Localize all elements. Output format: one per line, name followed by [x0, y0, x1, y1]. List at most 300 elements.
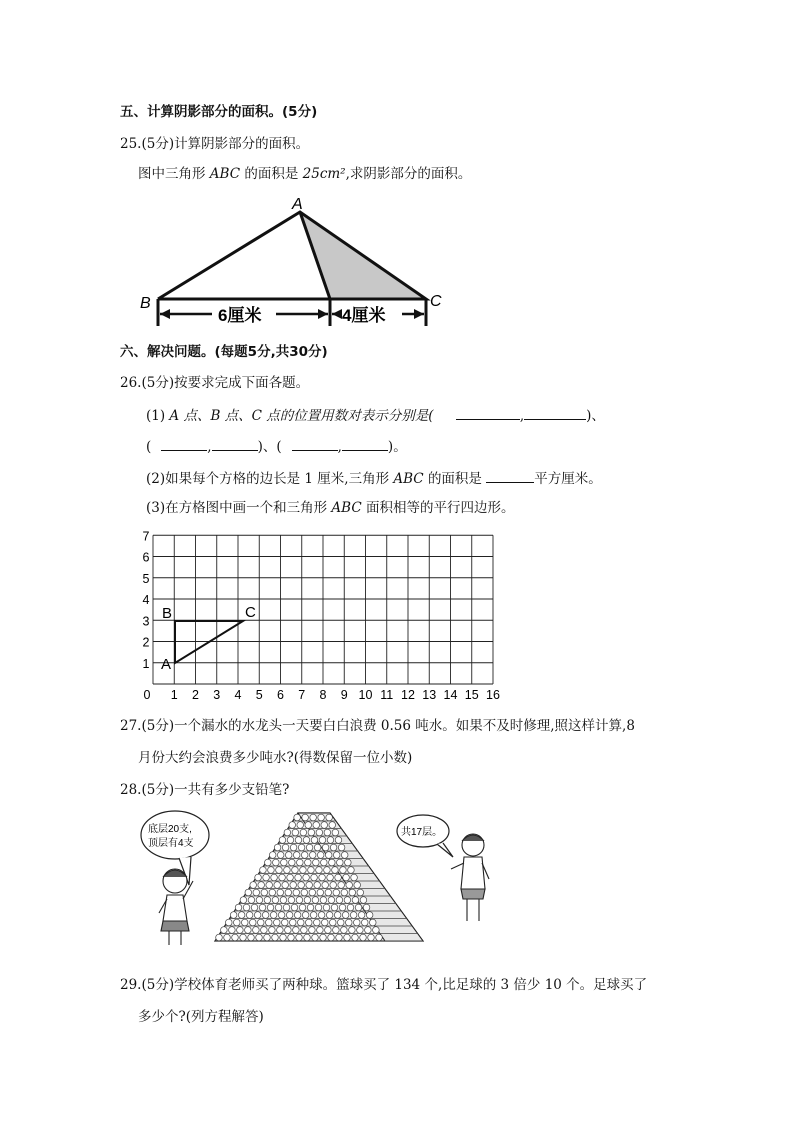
- pencil-end-circle: [263, 874, 270, 881]
- pencil-end-circle: [343, 874, 350, 881]
- pencil-end-circle: [328, 897, 335, 904]
- pencil-end-circle: [229, 927, 236, 934]
- q26-p1-text: A 点、B 点、C 点的位置用数对表示分别是(: [169, 408, 434, 424]
- y-tick-label: 3: [142, 614, 150, 629]
- label-c: C: [430, 293, 442, 310]
- pencil-end-circle: [341, 889, 348, 896]
- pencil-end-circle: [266, 882, 273, 889]
- q26-title: 26.(5分)按要求完成下面各题。: [120, 375, 310, 391]
- pencil-end-circle: [333, 889, 340, 896]
- q26-part1-line1: [146, 405, 605, 425]
- pencil-end-circle: [366, 912, 373, 919]
- y-axis-labels: [143, 529, 150, 671]
- pencil-end-circle: [238, 912, 245, 919]
- pencil-end-circle: [303, 837, 310, 844]
- pencil-end-circle: [311, 837, 318, 844]
- pencil-end-circle: [303, 874, 310, 881]
- pencil-end-circle: [353, 919, 360, 926]
- pencil-end-circle: [315, 904, 322, 911]
- pencil-end-circle: [325, 927, 332, 934]
- pencil-end-circle: [321, 822, 328, 829]
- arrowhead: [332, 309, 342, 319]
- pencil-end-circle: [285, 852, 292, 859]
- x-tick-label: 13: [422, 688, 437, 702]
- pencil-end-circle: [329, 859, 336, 866]
- pencil-end-circle: [240, 934, 247, 941]
- pencil-end-circle: [338, 844, 345, 851]
- triangle-abc: [175, 621, 243, 663]
- pencil-end-circle: [261, 927, 268, 934]
- pencil-end-circle: [248, 934, 255, 941]
- pencil-end-circle: [337, 859, 344, 866]
- x-tick-label: 11: [380, 688, 394, 702]
- pencil-end-circle: [313, 859, 320, 866]
- speech-bubble-right: [397, 815, 453, 857]
- pencil-end-circle: [271, 874, 278, 881]
- answer-blank[interactable]: [292, 436, 338, 451]
- pencil-stack-illustration: [135, 803, 505, 953]
- pencil-end-circle: [311, 874, 318, 881]
- pencil-end-circle: [287, 837, 294, 844]
- pencil-end-circle: [277, 889, 284, 896]
- q25-text-c: ,求阴影部分的面积。: [345, 166, 472, 182]
- q25-triangle-figure: [130, 190, 460, 330]
- pencil-end-circle: [325, 852, 332, 859]
- comma: ,: [337, 439, 342, 455]
- y-tick-label: 2: [142, 635, 150, 650]
- pencil-end-circle: [278, 912, 285, 919]
- pencil-end-circle: [300, 867, 307, 874]
- pencil-end-circle: [298, 882, 305, 889]
- pencil-end-circle: [346, 882, 353, 889]
- pencil-end-circle: [344, 934, 351, 941]
- pencil-end-circle: [306, 844, 313, 851]
- x-tick-label: 6: [277, 688, 284, 702]
- pencil-end-circle: [294, 814, 301, 821]
- pencil-end-circle: [335, 837, 342, 844]
- pencil-end-circle: [317, 889, 324, 896]
- pencil-end-circle: [255, 874, 262, 881]
- x-tick-label: 2: [192, 688, 199, 702]
- pencil-end-circle: [308, 867, 315, 874]
- q25-text-a: 图中三角形: [138, 166, 206, 182]
- pencil-end-circle: [250, 882, 257, 889]
- pencil-end-circle: [314, 882, 321, 889]
- close-paren: )。: [387, 439, 407, 455]
- separator: )、(: [257, 439, 282, 455]
- q25-text: [138, 165, 471, 183]
- pencil-end-circle: [310, 814, 317, 821]
- pencil-end-circle: [326, 814, 333, 821]
- pencil-end-circle: [216, 934, 223, 941]
- x-tick-label: 1: [170, 688, 178, 702]
- pencil-end-circle: [329, 822, 336, 829]
- arrowhead: [414, 309, 424, 319]
- pencil-end-circle: [313, 822, 320, 829]
- pencil-end-circle: [339, 904, 346, 911]
- q27-line2: 月份大约会浪费多少吨水?(得数保留一位小数): [138, 750, 413, 766]
- pencil-end-circle: [335, 874, 342, 881]
- pencil-end-circle: [277, 852, 284, 859]
- boy-figure-icon: [451, 834, 489, 921]
- pencil-end-circle: [318, 912, 325, 919]
- x-tick-label: 5: [255, 688, 263, 702]
- q26-part1-line2: [146, 436, 407, 456]
- comma: ,: [207, 439, 212, 455]
- pencil-end-circle: [299, 904, 306, 911]
- pencil-end-circle: [248, 897, 255, 904]
- pencil-end-circle: [253, 889, 260, 896]
- pencil-end-circle: [326, 912, 333, 919]
- x-tick-label: 4: [234, 688, 242, 702]
- pencil-end-circle: [333, 927, 340, 934]
- pencil-end-circle: [274, 844, 281, 851]
- pencil-end-circle: [279, 837, 286, 844]
- pencil-end-circle: [256, 897, 263, 904]
- x-tick-label: 15: [464, 688, 479, 702]
- pencil-end-circle: [373, 927, 380, 934]
- pencil-end-circle: [319, 874, 326, 881]
- pencil-end-circle: [257, 919, 264, 926]
- answer-blank[interactable]: [486, 468, 534, 483]
- pencil-end-circle: [309, 889, 316, 896]
- pencil-end-circle: [245, 927, 252, 934]
- pencil-end-circle: [245, 889, 252, 896]
- pencil-end-circle: [320, 934, 327, 941]
- bubble-left-line2: 顶层有4支: [148, 838, 194, 849]
- bubble-right-text: 共17层。: [401, 827, 443, 838]
- x-tick-label: 3: [213, 688, 221, 702]
- pencil-end-circle: [317, 927, 324, 934]
- pencil-end-circle: [301, 927, 308, 934]
- pencil-end-circle: [288, 897, 295, 904]
- q26-part3: [146, 499, 514, 517]
- pencil-end-circle: [297, 919, 304, 926]
- pencil-end-circle: [369, 919, 376, 926]
- pencil-end-circle: [357, 889, 364, 896]
- pencil-end-circle: [243, 904, 250, 911]
- pencil-end-circle: [300, 829, 307, 836]
- pencil-end-circle: [319, 837, 326, 844]
- q26-p3-abc: ABC: [331, 500, 362, 516]
- pencil-end-circle: [258, 882, 265, 889]
- pencil-end-circle: [312, 934, 319, 941]
- pencil-end-circle: [360, 934, 367, 941]
- pencil-end-circle: [312, 897, 319, 904]
- pencil-end-circle: [260, 867, 267, 874]
- pencil-end-circle: [292, 867, 299, 874]
- comma: ,: [519, 408, 525, 424]
- pencil-end-circle: [330, 844, 337, 851]
- pencil-end-circle: [363, 904, 370, 911]
- pencil-end-circle: [327, 874, 334, 881]
- bubble-left-line1: 底层20支,: [148, 824, 192, 835]
- pencil-end-circle: [338, 882, 345, 889]
- pencil-end-circle: [305, 859, 312, 866]
- pencil-end-circle: [272, 897, 279, 904]
- arrowhead: [318, 309, 328, 319]
- point-b-label: B: [162, 605, 173, 622]
- pencil-end-circle: [305, 919, 312, 926]
- pencil-end-circle: [328, 934, 335, 941]
- pencil-end-circle: [322, 882, 329, 889]
- pencil-end-circle: [233, 919, 240, 926]
- pencil-end-circle: [274, 882, 281, 889]
- pencil-end-circle: [336, 897, 343, 904]
- y-tick-label: 1: [142, 656, 150, 671]
- pencil-end-circle: [261, 889, 268, 896]
- pencil-end-circle: [347, 904, 354, 911]
- pencil-end-circle: [275, 904, 282, 911]
- pencil-end-circle: [251, 904, 258, 911]
- pencil-end-circle: [291, 904, 298, 911]
- q28-title: 28.(5分)一共有多少支铅笔?: [120, 782, 290, 798]
- pencil-pile-icon: [215, 813, 423, 941]
- pencil-end-circle: [269, 852, 276, 859]
- pencil-end-circle: [240, 897, 247, 904]
- pencil-end-circle: [297, 859, 304, 866]
- pencil-end-circle: [337, 919, 344, 926]
- grid-lines: [153, 535, 493, 684]
- pencil-end-circle: [321, 859, 328, 866]
- pencil-end-circle: [276, 867, 283, 874]
- pencil-end-circle: [340, 867, 347, 874]
- pencil-end-circle: [265, 919, 272, 926]
- pencil-end-circle: [273, 859, 280, 866]
- pencil-end-circle: [304, 897, 311, 904]
- pencil-end-circle: [327, 837, 334, 844]
- pencil-end-circle: [249, 919, 256, 926]
- q26-p3-text-b: 面积相等的平行四边形。: [365, 500, 515, 516]
- pencil-end-circle: [341, 927, 348, 934]
- pencil-end-circle: [287, 874, 294, 881]
- q26-p2-text-b: 的面积是: [427, 471, 482, 487]
- arrowhead: [160, 309, 170, 319]
- pencil-end-circle: [269, 927, 276, 934]
- pencil-end-circle: [284, 829, 291, 836]
- pencil-end-circle: [349, 927, 356, 934]
- pencil-end-circle: [309, 927, 316, 934]
- pencil-end-circle: [225, 919, 232, 926]
- q26-p2-text-c: 平方厘米。: [534, 471, 602, 487]
- y-tick-label: 4: [142, 593, 150, 607]
- pencil-end-circle: [331, 904, 338, 911]
- pencil-end-circle: [279, 874, 286, 881]
- pencil-end-circle: [264, 934, 271, 941]
- answer-blank[interactable]: [524, 405, 586, 420]
- pencil-end-circle: [280, 934, 287, 941]
- coordinate-grid[interactable]: [132, 527, 532, 707]
- pencil-end-circle: [282, 882, 289, 889]
- pencil-end-circle: [269, 889, 276, 896]
- q25-text-abc: ABC: [209, 166, 241, 182]
- pencil-end-circle: [310, 912, 317, 919]
- pencil-end-circle: [336, 934, 343, 941]
- point-a-label: A: [161, 656, 172, 673]
- pencil-end-circle: [318, 814, 325, 821]
- section-5-heading: 五、计算阴影部分的面积。(5分): [120, 104, 318, 120]
- pencil-end-circle: [290, 844, 297, 851]
- x-axis-labels: [144, 688, 500, 702]
- pencil-end-circle: [289, 822, 296, 829]
- pencil-end-circle: [349, 889, 356, 896]
- pencil-end-circle: [314, 844, 321, 851]
- pencil-end-circle: [270, 912, 277, 919]
- pencil-end-circle: [281, 919, 288, 926]
- pencil-end-circle: [308, 829, 315, 836]
- pencil-end-circle: [289, 919, 296, 926]
- pencil-end-circle: [296, 897, 303, 904]
- pencil-end-circle: [259, 904, 266, 911]
- pencil-end-circle: [301, 852, 308, 859]
- pencil-end-circle: [288, 934, 295, 941]
- pencil-end-circle: [306, 882, 313, 889]
- pencil-end-circle: [324, 867, 331, 874]
- pencil-end-circle: [350, 912, 357, 919]
- pencil-end-circle: [316, 867, 323, 874]
- answer-blank[interactable]: [342, 436, 388, 451]
- pencil-end-circle: [302, 912, 309, 919]
- pencil-end-circle: [376, 934, 383, 941]
- y-tick-label: 5: [142, 571, 150, 586]
- pencil-end-circle: [277, 927, 284, 934]
- pencil-end-circle: [293, 927, 300, 934]
- q29-line2: 多少个?(列方程解答): [138, 1009, 264, 1025]
- pencil-end-circle: [221, 927, 228, 934]
- pencil-end-circle: [267, 904, 274, 911]
- pencil-end-circle: [301, 889, 308, 896]
- pencil-end-circle: [321, 919, 328, 926]
- pencil-end-circle: [329, 919, 336, 926]
- q26-part2: [146, 468, 602, 488]
- pencil-end-circle: [254, 912, 261, 919]
- pencil-end-circle: [237, 927, 244, 934]
- pencil-end-circle: [292, 829, 299, 836]
- pencil-end-circle: [289, 859, 296, 866]
- x-tick-label: 8: [319, 688, 327, 702]
- q25-text-area: 25cm²: [302, 166, 346, 182]
- open-paren: (: [146, 439, 152, 455]
- pencil-end-circle: [297, 822, 304, 829]
- x-tick-label: 10: [358, 688, 373, 702]
- pencil-end-circle: [295, 874, 302, 881]
- y-tick-label: 7: [142, 529, 150, 544]
- pencil-end-circle: [358, 912, 365, 919]
- q25-title: 25.(5分)计算阴影部分的面积。: [120, 136, 310, 152]
- pencil-end-circle: [295, 837, 302, 844]
- answer-blank[interactable]: [456, 405, 520, 420]
- pencil-end-circle: [333, 852, 340, 859]
- q27-line1: 27.(5分)一个漏水的水龙头一天要白白浪费 0.56 吨水。如果不及时修理,照这样计算,8: [120, 718, 635, 734]
- pencil-end-circle: [265, 859, 272, 866]
- pencil-end-circle: [246, 912, 253, 919]
- pencil-end-circle: [317, 852, 324, 859]
- pencil-end-circle: [268, 867, 275, 874]
- pencil-end-circle: [305, 822, 312, 829]
- pencil-end-circle: [290, 882, 297, 889]
- pencil-end-circle: [351, 874, 358, 881]
- pencil-end-circle: [357, 927, 364, 934]
- q26-p3-text-a: (3)在方格图中画一个和三角形: [146, 500, 328, 516]
- pencil-end-circle: [322, 844, 329, 851]
- pencil-end-circle: [361, 919, 368, 926]
- section-6-heading: 六、解决问题。(每题5分,共30分): [120, 344, 328, 360]
- pencil-end-circle: [298, 844, 305, 851]
- pencil-end-circle: [281, 859, 288, 866]
- pencil-end-circle: [352, 934, 359, 941]
- pencil-end-circle: [282, 844, 289, 851]
- pencil-end-circle: [344, 897, 351, 904]
- seg-4cm-label: 4厘米: [342, 306, 386, 325]
- pencil-end-circle: [241, 919, 248, 926]
- pencil-end-circle: [272, 934, 279, 941]
- pencil-end-circle: [285, 889, 292, 896]
- pencil-end-circle: [264, 897, 271, 904]
- pencil-end-circle: [293, 852, 300, 859]
- pencil-end-circle: [293, 889, 300, 896]
- pencil-end-circle: [294, 912, 301, 919]
- pencil-end-circle: [296, 934, 303, 941]
- pencil-end-circle: [304, 934, 311, 941]
- pencil-end-circle: [352, 897, 359, 904]
- seg-6cm-label: 6厘米: [218, 306, 262, 325]
- pencil-end-circle: [345, 859, 352, 866]
- y-tick-label: 6: [142, 550, 150, 565]
- q26-p2-abc: ABC: [393, 471, 424, 487]
- label-b: B: [140, 295, 151, 312]
- x-tick-label: 16: [486, 688, 500, 702]
- point-c-label: C: [245, 604, 256, 621]
- q29-line1: 29.(5分)学校体育老师买了两种球。篮球买了 134 个,比足球的 3 倍少 10 个。足球买了: [120, 977, 648, 993]
- pencil-end-circle: [341, 852, 348, 859]
- pencil-end-circle: [360, 897, 367, 904]
- pencil-end-circle: [342, 912, 349, 919]
- pencil-end-circle: [325, 889, 332, 896]
- answer-blank[interactable]: [212, 436, 258, 451]
- pencil-end-circle: [285, 927, 292, 934]
- pencil-end-circle: [334, 912, 341, 919]
- x-tick-label: 9: [340, 688, 348, 702]
- pencil-end-circle: [323, 904, 330, 911]
- pencil-end-circle: [283, 904, 290, 911]
- pencil-end-circle: [280, 897, 287, 904]
- pencil-end-circle: [230, 912, 237, 919]
- pencil-end-circle: [256, 934, 263, 941]
- pencil-end-circle: [232, 934, 239, 941]
- pencil-end-circle: [330, 882, 337, 889]
- pencil-end-circle: [348, 867, 355, 874]
- pencil-end-circle: [253, 927, 260, 934]
- q26-p2-text-a: (2)如果每个方格的边长是 1 厘米,三角形: [146, 471, 390, 487]
- answer-blank[interactable]: [161, 436, 207, 451]
- pencil-end-circle: [368, 934, 375, 941]
- q26-p1-number: (1): [146, 408, 166, 424]
- pencil-end-circle: [273, 919, 280, 926]
- pencil-end-circle: [354, 882, 361, 889]
- pencil-end-circle: [262, 912, 269, 919]
- pencil-end-circle: [313, 919, 320, 926]
- pencil-end-circle: [332, 867, 339, 874]
- x-tick-label: 12: [401, 688, 415, 702]
- pencil-end-circle: [365, 927, 372, 934]
- pencil-end-circle: [286, 912, 293, 919]
- x-tick-label: 14: [443, 688, 458, 702]
- pencil-end-circle: [224, 934, 231, 941]
- x-tick-label: 7: [298, 688, 306, 702]
- pencil-end-circle: [309, 852, 316, 859]
- pencil-end-circle: [316, 829, 323, 836]
- x-tick-label: 0: [143, 688, 151, 702]
